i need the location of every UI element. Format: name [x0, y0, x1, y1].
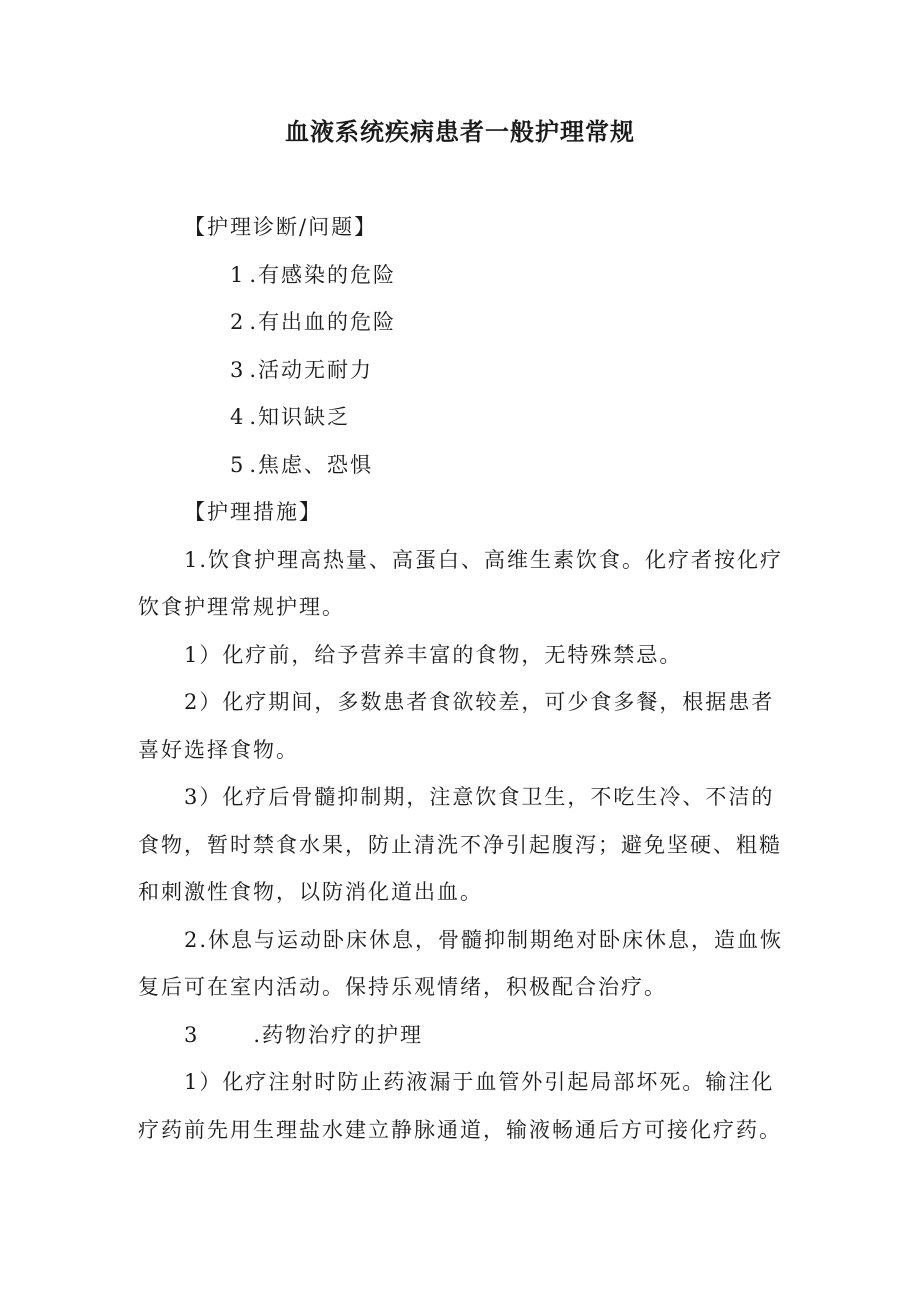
diagnosis-item-text: .有感染的危险: [249, 262, 397, 287]
measure-diet-paragraph: 1.饮食护理高热量、高蛋白、高维生素饮食。化疗者按化疗饮食护理常规护理。: [138, 547, 784, 619]
diagnosis-item: [138, 347, 786, 395]
diagnosis-item: [138, 442, 786, 490]
measure-diet-before-chemo: 1）化疗前，给予营养丰富的食物，无特殊禁忌。: [184, 642, 683, 667]
document-title: 血液系统疾病患者一般护理常规: [285, 118, 635, 146]
diagnosis-item-number: 1: [230, 262, 246, 287]
diagnosis-item-number: 4: [230, 405, 246, 429]
measure-rest-paragraph: 2.休息与运动卧床休息，骨髓抑制期绝对卧床休息，造血恢复后可在室内活动。保持乐观情绪，积极配合治疗。: [138, 927, 784, 999]
measure-diet-after-chemo: 3）化疗后骨髓抑制期，注意饮食卫生，不吃生冷、不洁的食物，暂时禁食水果，防止清洗不净引起腹泻；避免坚硬、粗糙和刺激性食物，以防消化道出血。: [138, 785, 782, 904]
diagnosis-item-number: 2: [230, 310, 246, 334]
diagnosis-item: [138, 394, 786, 442]
diagnosis-item-text: .焦虑、恐惧: [249, 452, 374, 477]
document-body: [138, 204, 786, 1154]
diagnosis-item-text: .活动无耐力: [249, 357, 374, 382]
diagnosis-item-number: 3: [230, 357, 246, 382]
measure-drug-text: .药物治疗的护理: [253, 1022, 424, 1047]
diagnosis-item-text: .有出血的危险: [249, 310, 397, 334]
diagnosis-item: [138, 299, 786, 347]
measure-drug-injection: 1）化疗注射时防止药液漏于血管外引起局部坏死。输注化疗药前先用生理盐水建立静脉通道，输液畅通后方可接化疗药。: [138, 1070, 782, 1142]
diagnosis-heading: 【护理诊断/问题】: [184, 215, 378, 239]
measures-heading: 【护理措施】: [184, 500, 322, 524]
diagnosis-item-number: 5: [230, 452, 246, 477]
measure-drug-heading: [138, 1012, 786, 1060]
diagnosis-item: [138, 252, 786, 300]
measure-diet-during-chemo: 2）化疗期间，多数患者食欲较差，可少食多餐，根据患者喜好选择食物。: [138, 690, 775, 762]
measure-drug-number: 3: [184, 1022, 200, 1047]
diagnosis-item-text: .知识缺乏: [249, 405, 351, 429]
